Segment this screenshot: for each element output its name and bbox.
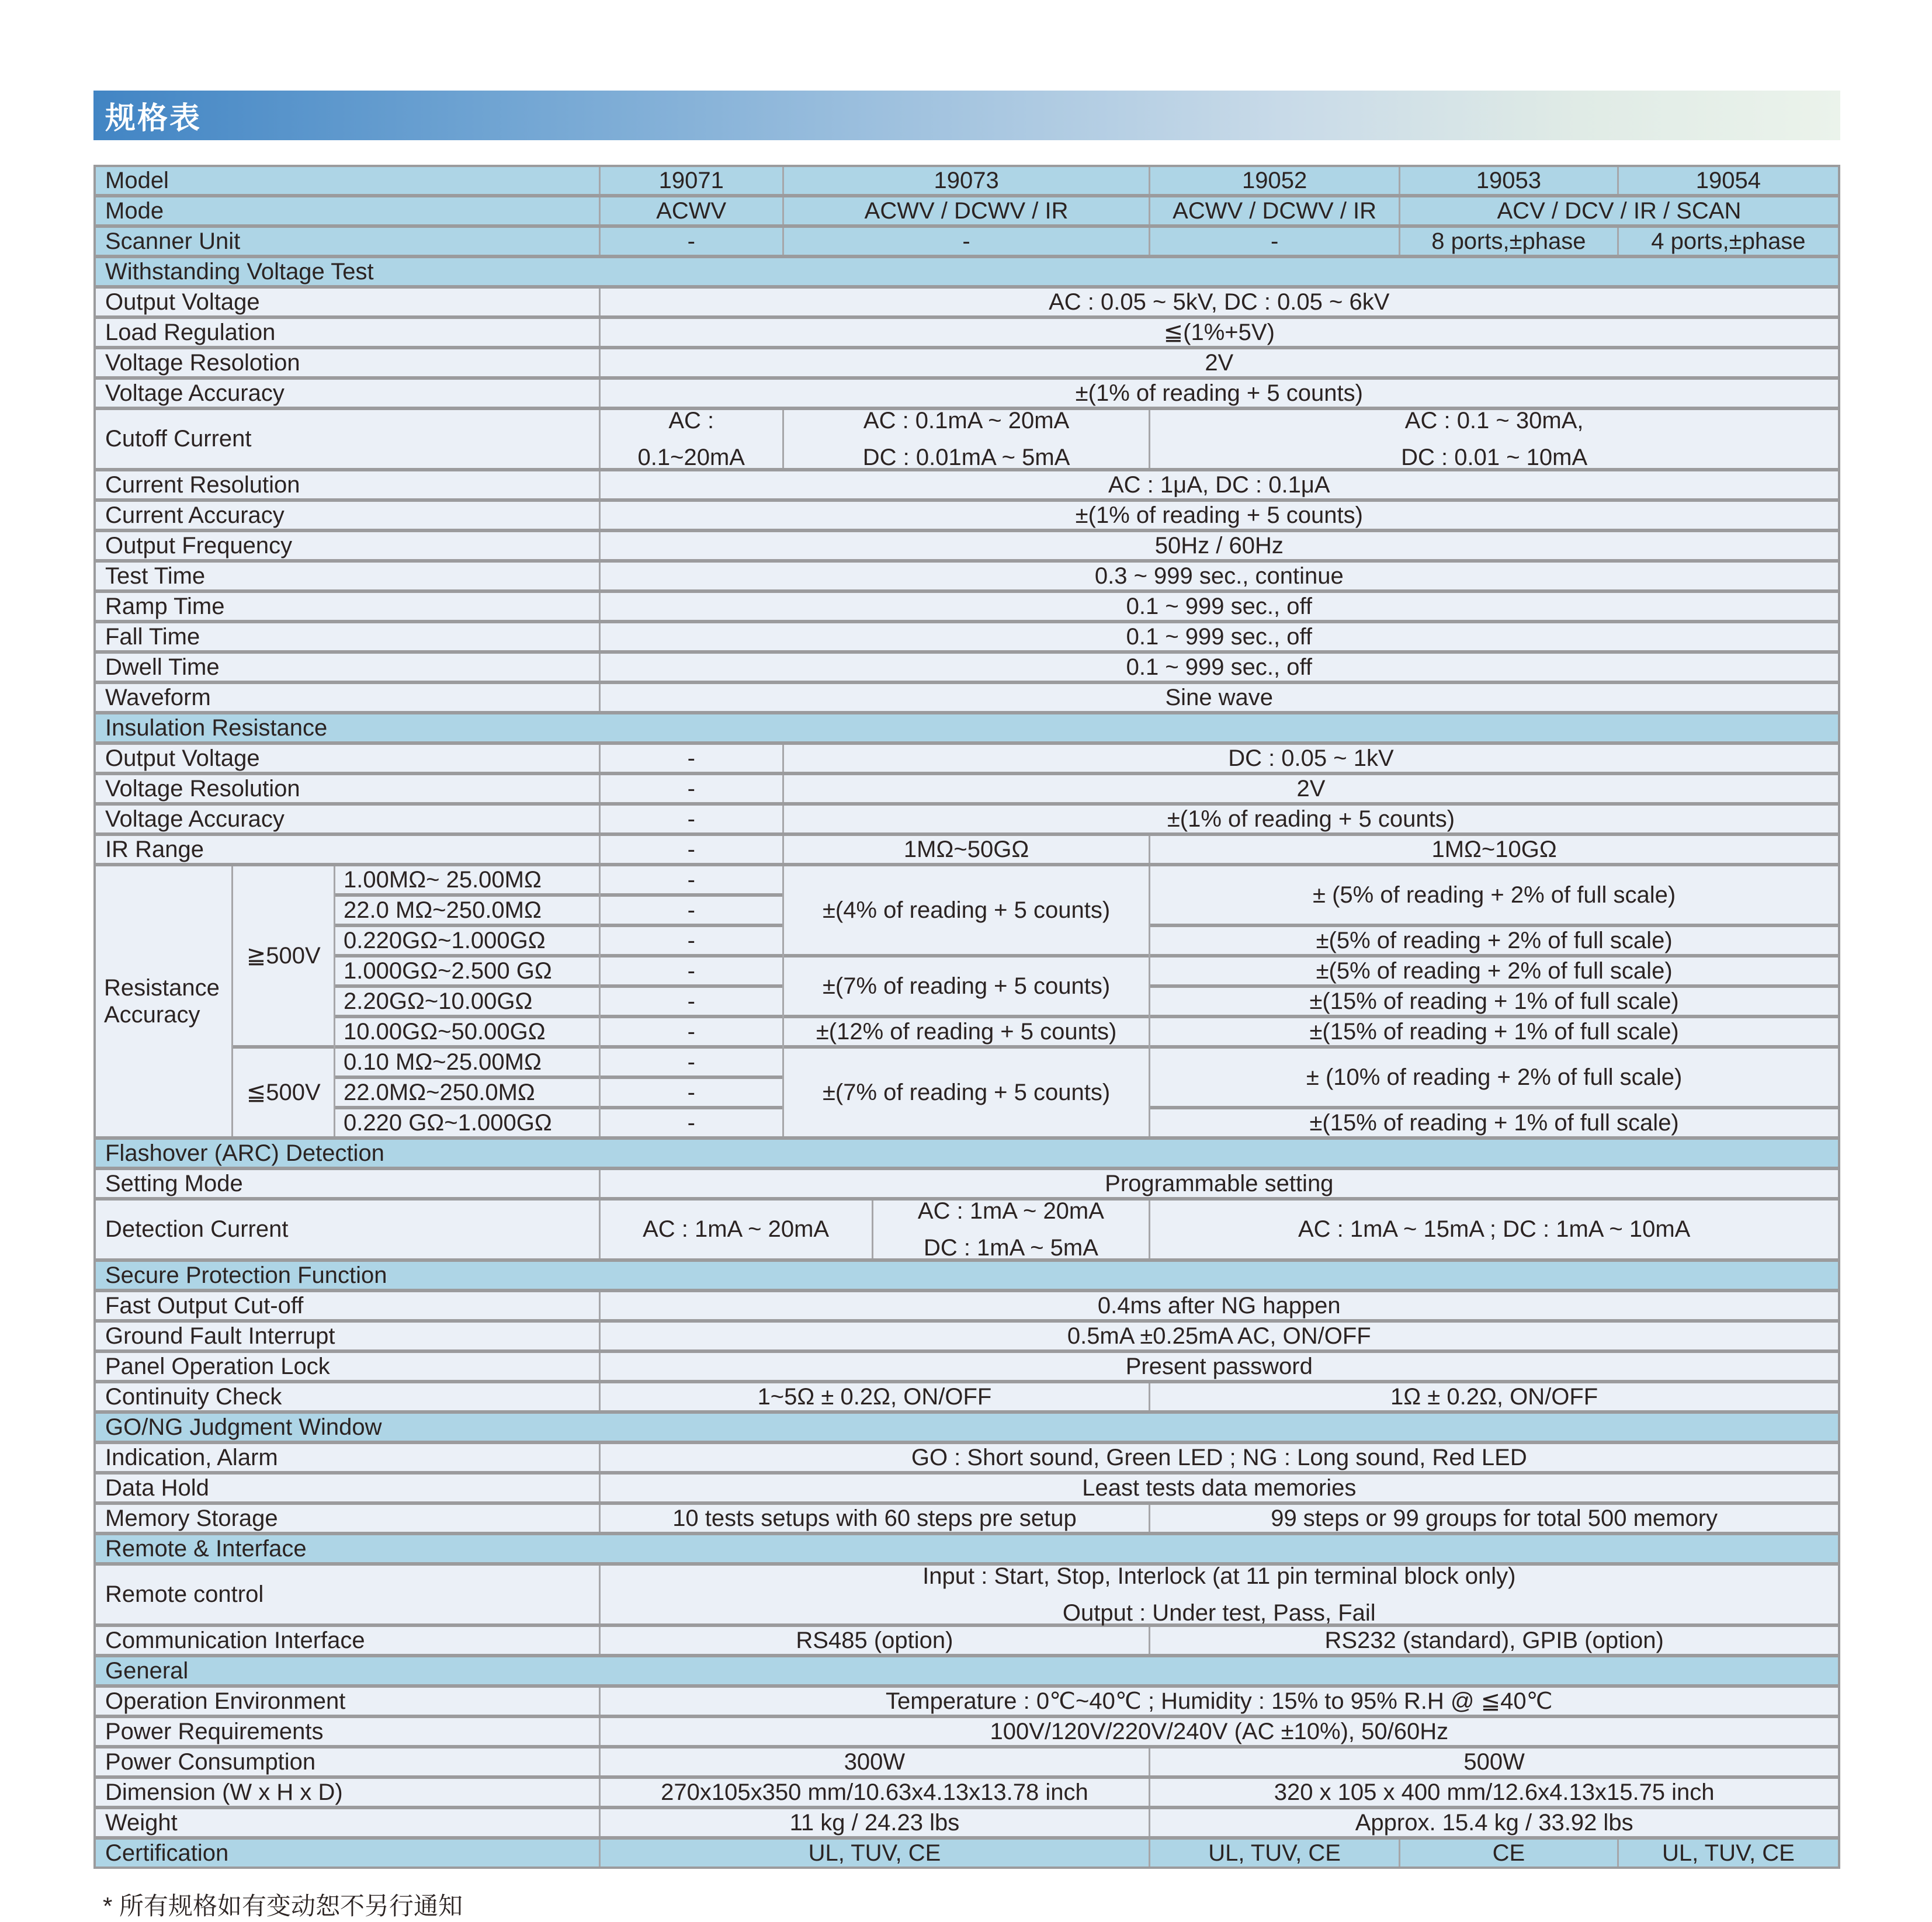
spec-value-cell: 0.220 GΩ~1.000GΩ <box>335 1109 599 1136</box>
row-continuity-check <box>96 1383 1838 1410</box>
value-line: DC : 1mA ~ 5mA <box>923 1234 1098 1261</box>
spec-value-cell: - <box>599 775 782 802</box>
row-label: Dimension (W x H x D) <box>96 1779 599 1806</box>
spec-value-cell: ±(15% of reading + 1% of full scale) <box>1150 988 1838 1015</box>
row-remote-control <box>96 1563 1838 1626</box>
spec-value-cell: ≦500V <box>233 1049 334 1136</box>
row-ground-fault-interrupt <box>96 1323 1838 1349</box>
row-cutoff-current <box>96 410 1838 468</box>
spec-value-cell: 19054 <box>1617 167 1838 194</box>
spec-value-cell: 22.0 MΩ~250.0MΩ <box>335 897 599 924</box>
spec-value-cell: AC : 1μA, DC : 0.1μA <box>599 471 1838 498</box>
spec-value-cell: ≧500V <box>233 866 334 1045</box>
row-label: Voltage Accuracy <box>96 806 599 832</box>
spec-value-cell: 0.220GΩ~1.000GΩ <box>335 927 599 954</box>
row-label: Certification <box>96 1840 599 1867</box>
row-label: Load Regulation <box>96 319 599 346</box>
spec-value-cell: Temperature : 0℃~40℃ ; Humidity : 15% to 95% R.H @ ≦40℃ <box>599 1688 1838 1715</box>
spec-value-cell: DC : 0.05 ~ 1kV <box>782 745 1838 772</box>
section-go-ng-judgment-window <box>96 1414 1838 1441</box>
spec-value-cell: 320 x 105 x 400 mm/12.6x4.13x15.75 inch <box>1149 1779 1838 1806</box>
row-fall-time <box>96 623 1838 650</box>
spec-value-cell <box>782 410 1149 468</box>
spec-value-cell: 8 ports,±phase <box>1399 228 1617 255</box>
row-current-resolution <box>96 471 1838 498</box>
row-label: Indication, Alarm <box>96 1444 599 1471</box>
spec-value-cell: Least tests data memories <box>599 1475 1838 1501</box>
spec-value-cell: 0.1 ~ 999 sec., off <box>599 654 1838 681</box>
row-ir-range <box>96 836 1838 863</box>
row-label: Voltage Resolution <box>96 775 599 802</box>
spec-value-cell: 270x105x350 mm/10.63x4.13x13.78 inch <box>599 1779 1149 1806</box>
spec-value-cell: ACV / DCV / IR / SCAN <box>1399 197 1838 224</box>
spec-value-cell: 1MΩ~10GΩ <box>1149 836 1838 863</box>
row-scanner-unit <box>96 228 1838 255</box>
row-output-voltage <box>96 745 1838 772</box>
spec-value-cell: 19053 <box>1399 167 1617 194</box>
row-mode <box>96 197 1838 224</box>
row-voltage-resolotion <box>96 349 1838 376</box>
row-load-regulation <box>96 319 1838 346</box>
row-label: Communication Interface <box>96 1627 599 1654</box>
resistance-accuracy-block <box>96 866 1838 1136</box>
spec-value-cell: 1.000GΩ~2.500 GΩ <box>335 957 599 984</box>
row-label: Cutoff Current <box>96 410 599 468</box>
row-label: Mode <box>96 197 599 224</box>
spec-value-cell: ACWV / DCWV / IR <box>1149 197 1399 224</box>
row-memory-storage <box>96 1505 1838 1532</box>
row-label: Scanner Unit <box>96 228 599 255</box>
section-header-label: Remote & Interface <box>96 1535 1838 1562</box>
row-test-time <box>96 563 1838 589</box>
block-column <box>599 866 782 1136</box>
spec-value-cell: 50Hz / 60Hz <box>599 532 1838 559</box>
block-column <box>782 866 1149 1136</box>
row-waveform <box>96 684 1838 711</box>
spec-value-cell: ±(5% of reading + 2% of full scale) <box>1150 927 1838 954</box>
row-operation-environment <box>96 1688 1838 1715</box>
spec-value-cell: - <box>599 745 782 772</box>
spec-value-cell: 300W <box>599 1748 1149 1775</box>
value-line: AC : <box>668 408 714 434</box>
value-line: AC : 1mA ~ 20mA <box>917 1198 1104 1224</box>
row-voltage-accuracy <box>96 380 1838 407</box>
row-data-hold <box>96 1475 1838 1501</box>
spec-value-cell: 2.20GΩ~10.00GΩ <box>335 988 599 1015</box>
block-column <box>231 866 334 1136</box>
spec-value-cell: ±(15% of reading + 1% of full scale) <box>1150 1109 1838 1136</box>
value-line: Input : Start, Stop, Interlock (at 11 pin terminal block only) <box>922 1563 1516 1590</box>
spec-value-cell: ±(12% of reading + 5 counts) <box>784 1018 1149 1045</box>
row-label: Detection Current <box>96 1201 599 1258</box>
row-dwell-time <box>96 654 1838 681</box>
spec-value-cell: - <box>601 866 782 893</box>
row-label: Output Voltage <box>96 289 599 315</box>
section-header-label: Withstanding Voltage Test <box>96 258 1838 285</box>
row-power-requirements <box>96 1718 1838 1745</box>
spec-value-cell: Approx. 15.4 kg / 33.92 lbs <box>1149 1809 1838 1836</box>
spec-value-cell <box>599 1563 1838 1626</box>
block-column <box>96 866 231 1136</box>
value-line: DC : 0.01 ~ 10mA <box>1401 444 1588 470</box>
row-label: Fall Time <box>96 623 599 650</box>
row-label: Ramp Time <box>96 593 599 620</box>
spec-value-cell: Sine wave <box>599 684 1838 711</box>
row-certification <box>96 1840 1838 1867</box>
spec-value-cell: UL, TUV, CE <box>599 1840 1149 1867</box>
section-secure-protection-function <box>96 1262 1838 1289</box>
row-label: Fast Output Cut-off <box>96 1292 599 1319</box>
spec-value-cell: 0.5mA ±0.25mA AC, ON/OFF <box>599 1323 1838 1349</box>
spec-value-cell: Programmable setting <box>599 1170 1838 1197</box>
spec-value-cell: 0.1 ~ 999 sec., off <box>599 593 1838 620</box>
spec-value-cell: - <box>1149 228 1399 255</box>
row-label: Current Resolution <box>96 471 599 498</box>
row-label: Remote control <box>96 1566 599 1623</box>
section-remote-interface <box>96 1535 1838 1562</box>
row-label: Voltage Resolotion <box>96 349 599 376</box>
title-bar <box>93 91 1840 140</box>
section-header-label: General <box>96 1657 1838 1684</box>
spec-value-cell: ±(5% of reading + 2% of full scale) <box>1150 957 1838 984</box>
spec-value-cell: ±(15% of reading + 1% of full scale) <box>1150 1018 1838 1045</box>
row-model <box>96 167 1838 194</box>
row-label: Memory Storage <box>96 1505 599 1532</box>
spec-value-cell: AC : 1mA ~ 20mA <box>599 1201 872 1258</box>
row-output-voltage <box>96 289 1838 315</box>
spec-value-cell: 1~5Ω ± 0.2Ω, ON/OFF <box>599 1383 1149 1410</box>
spec-value-cell: AC : 0.05 ~ 5kV, DC : 0.05 ~ 6kV <box>599 289 1838 315</box>
row-current-accuracy <box>96 502 1838 529</box>
spec-value-cell: ACWV <box>599 197 782 224</box>
spec-value-cell: 2V <box>599 349 1838 376</box>
row-label: IR Range <box>96 836 599 863</box>
spec-value-cell: 1MΩ~50GΩ <box>782 836 1149 863</box>
spec-value-cell: - <box>599 228 782 255</box>
value-line: 0.1~20mA <box>637 444 745 470</box>
spec-value-cell <box>1149 410 1838 468</box>
spec-value-cell: AC : 1mA ~ 15mA ; DC : 1mA ~ 10mA <box>1149 1201 1838 1258</box>
spec-table <box>93 165 1840 1869</box>
spec-value-cell: - <box>601 897 782 924</box>
row-label: Operation Environment <box>96 1688 599 1715</box>
spec-value-cell: 19071 <box>599 167 782 194</box>
spec-value-cell: ± (10% of reading + 2% of full scale) <box>1150 1049 1838 1106</box>
section-header-label: Secure Protection Function <box>96 1262 1838 1289</box>
section-general <box>96 1657 1838 1684</box>
value-line: Accuracy <box>104 1002 200 1028</box>
row-voltage-resolution <box>96 775 1838 802</box>
spec-value-cell: 0.1 ~ 999 sec., off <box>599 623 1838 650</box>
spec-value-cell: 10.00GΩ~50.00GΩ <box>335 1018 599 1045</box>
row-label: Current Accuracy <box>96 502 599 529</box>
section-header-label: GO/NG Judgment Window <box>96 1414 1838 1441</box>
row-label: Output Voltage <box>96 745 599 772</box>
spec-value-cell: RS232 (standard), GPIB (option) <box>1149 1627 1838 1654</box>
spec-value-cell: - <box>601 988 782 1015</box>
spec-value-cell: 1.00MΩ~ 25.00MΩ <box>335 866 599 893</box>
spec-value-cell: 500W <box>1149 1748 1838 1775</box>
section-withstanding-voltage-test <box>96 258 1838 285</box>
spec-value-cell: Present password <box>599 1353 1838 1380</box>
spec-value-cell: 2V <box>782 775 1838 802</box>
spec-value-cell: 19052 <box>1149 167 1399 194</box>
spec-value-cell: ±(4% of reading + 5 counts) <box>784 866 1149 954</box>
row-fast-output-cut-off <box>96 1292 1838 1319</box>
section-insulation-resistance <box>96 714 1838 741</box>
row-label: Power Consumption <box>96 1748 599 1775</box>
spec-value-cell: 22.0MΩ~250.0MΩ <box>335 1079 599 1106</box>
footnote: * 所有规格如有变动恕不另行通知 <box>103 1892 463 1920</box>
spec-value-cell: - <box>601 1109 782 1136</box>
row-label: Model <box>96 167 599 194</box>
row-label: Panel Operation Lock <box>96 1353 599 1380</box>
spec-value-cell: CE <box>1399 1840 1617 1867</box>
spec-value-cell: ±(1% of reading + 5 counts) <box>599 380 1838 407</box>
spec-value-cell: - <box>599 836 782 863</box>
row-label: Dwell Time <box>96 654 599 681</box>
spec-value-cell: 10 tests setups with 60 steps pre setup <box>599 1505 1149 1532</box>
spec-value-cell: - <box>601 957 782 984</box>
spec-value-cell <box>96 866 231 1136</box>
section-header-label: Flashover (ARC) Detection <box>96 1140 1838 1167</box>
row-ramp-time <box>96 593 1838 620</box>
row-panel-operation-lock <box>96 1353 1838 1380</box>
row-label: Data Hold <box>96 1475 599 1501</box>
block-column <box>334 866 599 1136</box>
value-line: Resistance <box>104 974 220 1001</box>
row-weight <box>96 1809 1838 1836</box>
spec-value-cell: 100V/120V/220V/240V (AC ±10%), 50/60Hz <box>599 1718 1838 1745</box>
spec-value-cell: GO : Short sound, Green LED ; NG : Long sound, Red LED <box>599 1444 1838 1471</box>
spec-value-cell: 0.3 ~ 999 sec., continue <box>599 563 1838 589</box>
spec-value-cell: - <box>782 228 1149 255</box>
row-label: Output Frequency <box>96 532 599 559</box>
spec-value-cell: 4 ports,±phase <box>1617 228 1838 255</box>
value-line: AC : 0.1 ~ 30mA, <box>1404 408 1584 434</box>
row-label: Voltage Accuracy <box>96 380 599 407</box>
row-dimension-w-x-h-x-d <box>96 1779 1838 1806</box>
block-column <box>1149 866 1838 1136</box>
row-power-consumption <box>96 1748 1838 1775</box>
row-label: Test Time <box>96 563 599 589</box>
spec-value-cell: - <box>601 1079 782 1106</box>
row-label: Setting Mode <box>96 1170 599 1197</box>
row-detection-current <box>96 1198 1838 1261</box>
section-flashover-arc-detection <box>96 1140 1838 1167</box>
row-label: Power Requirements <box>96 1718 599 1745</box>
spec-value-cell: ±(7% of reading + 5 counts) <box>784 1049 1149 1136</box>
row-output-frequency <box>96 532 1838 559</box>
section-header-label: Insulation Resistance <box>96 714 1838 741</box>
row-setting-mode <box>96 1170 1838 1197</box>
spec-value-cell: 1Ω ± 0.2Ω, ON/OFF <box>1149 1383 1838 1410</box>
value-line: Output : Under test, Pass, Fail <box>1062 1600 1376 1626</box>
spec-value-cell: 11 kg / 24.23 lbs <box>599 1809 1149 1836</box>
row-indication-alarm <box>96 1444 1838 1471</box>
spec-value-cell: UL, TUV, CE <box>1617 1840 1838 1867</box>
spec-value-cell: - <box>601 1049 782 1076</box>
value-line: DC : 0.01mA ~ 5mA <box>862 444 1070 470</box>
spec-value-cell: - <box>601 927 782 954</box>
spec-value-cell: ±(1% of reading + 5 counts) <box>782 806 1838 832</box>
spec-value-cell: RS485 (option) <box>599 1627 1149 1654</box>
value-line: AC : 0.1mA ~ 20mA <box>863 408 1070 434</box>
row-voltage-accuracy <box>96 806 1838 832</box>
row-label: Continuity Check <box>96 1383 599 1410</box>
row-label: Weight <box>96 1809 599 1836</box>
page-title: 规格表 <box>105 102 202 136</box>
spec-value-cell: - <box>599 806 782 832</box>
spec-value-cell <box>599 410 782 468</box>
spec-value-cell <box>872 1198 1149 1261</box>
row-label: Waveform <box>96 684 599 711</box>
spec-value-cell: - <box>601 1018 782 1045</box>
spec-value-cell: ±(7% of reading + 5 counts) <box>784 957 1149 1015</box>
row-label: Ground Fault Interrupt <box>96 1323 599 1349</box>
spec-value-cell: 0.10 MΩ~25.00MΩ <box>335 1049 599 1076</box>
spec-value-cell: 99 steps or 99 groups for total 500 memory <box>1149 1505 1838 1532</box>
spec-value-cell: ACWV / DCWV / IR <box>782 197 1149 224</box>
spec-value-cell: ± (5% of reading + 2% of full scale) <box>1150 866 1838 924</box>
row-communication-interface <box>96 1627 1838 1654</box>
spec-value-cell: 0.4ms after NG happen <box>599 1292 1838 1319</box>
spec-value-cell: ≦(1%+5V) <box>599 319 1838 346</box>
spec-value-cell: UL, TUV, CE <box>1149 1840 1399 1867</box>
spec-value-cell: ±(1% of reading + 5 counts) <box>599 502 1838 529</box>
spec-value-cell: 19073 <box>782 167 1149 194</box>
